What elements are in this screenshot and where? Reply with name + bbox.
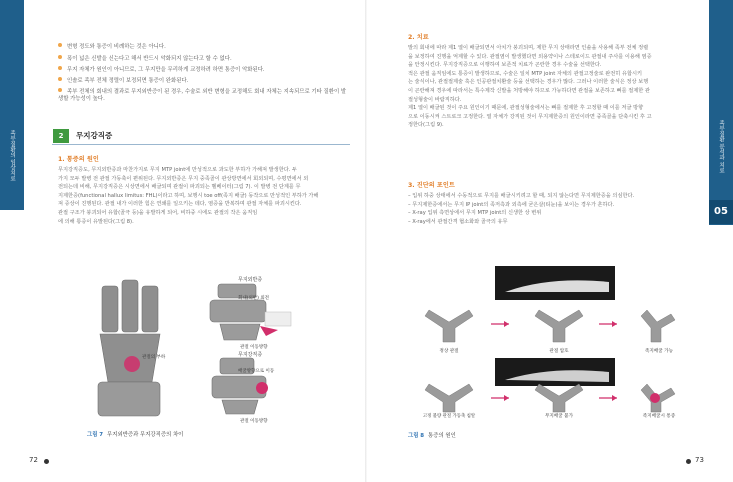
fig7-label-top-b: 회내(외반) 외전 (238, 296, 270, 301)
section-header (52, 128, 350, 145)
section-number: 2 (53, 129, 69, 143)
section-title: 무지강직증 (76, 131, 113, 140)
fig7-label-bottom-a: 무지강직증 (238, 352, 263, 358)
bullet-item: 폭이 넓은 신발을 신는다고 해서 반드시 악화되지 않는다고 할 수 없다. (58, 55, 348, 63)
fig8-label-bottom-left: 고정 불량 관절 가동축 침알 (422, 414, 476, 419)
list-item: – 입위 하중 상태에서 수동적으로 무지를 배굴시키려고 할 때, 되지 않는다면 무지제한증을 의심한다. (408, 193, 635, 199)
bullet-dot-icon (58, 66, 62, 70)
left-page (0, 0, 366, 482)
bullet-dot-icon (58, 77, 62, 81)
fig8-label-top-mid: 관절 압호 (549, 349, 569, 354)
fig8-label-bottom-right: 족지배굴시 통증 (642, 414, 676, 419)
fig7-label-top-a: 무지외반증 (238, 277, 263, 283)
fig7-label-top-c: 관절 이동방향 (240, 345, 268, 350)
list-item: – X-ray에서 관절간격 협소화와 골극의 유무 (408, 218, 508, 225)
right-side-tab (709, 0, 733, 225)
page-dot-icon (44, 459, 49, 464)
chapter-number-badge: 05 (709, 200, 733, 224)
list-item: – X-ray 입위 측면상에서 무지 MTP joint의 신생한 상 변위 (408, 210, 542, 217)
treatment-paragraph: 발의 회내에 따라 제1 열이 배굴되면서 아치가 붕괴되며, 제한 무지 상태라면 인솔을 사용해 족부 전체 정렬 을 보정하여 진행을 억제할 수 있다. 관절염이 발생했다면 외용약이나 스테로이드 관절내 주사를 이용해 염증 을 안정시킨다. 무지강직증으로 이행하여 보존적 치료가 곤란한 경우 수술을 선택한다. 적은 관절 움직임에도 통증이 발생하므로, 수술은 일치 MTP joint 자체의 관절고정술로 완전히 유합시키 는 술식이나, 관절절제술 혹은 인공관절치환술 등을 선택하는 경우가 많다. 그러나 이러한 술식은 정상 보행 이 곤란해져 경우에 따라서는 특수제작 신발을 처방해야 하므로 가능하다면 관절을 보존하고 뼈를 절제한 관 절성형술이 바람직하다. 제1 열이 배굴된 것이 주요 원인이기 때문에, 관절성형술에서는 뼈를 절제한 후 고정할 때 이를 저굴 방향 으로 이동시켜 스트로크 고정한다. 열 자체가 강직된 것이 무지제한증의 원인이라면 중족골을 단축시킨 후 고 정한다(그림 9). (408, 45, 652, 129)
right-side-tab-text: 족부질환 분석과 치료 (718, 120, 724, 173)
list-item: – 무지제한증에서는 무지 IP joint의 족저측과 외측에 굳은살(티눈)을 보이는 경우가 흔하다. (408, 201, 615, 208)
left-side-tab (0, 0, 24, 210)
fig8-label-top-right: 족지배굴 가능 (644, 349, 674, 354)
figure-7-caption: 그림 7 무지외반증과 무지강직증의 차이 (87, 432, 184, 438)
subheading-diagnosis-points: 3. 진단의 포인트 (408, 182, 455, 189)
figure-8-illustration (409, 262, 699, 428)
bullet-dot-icon (58, 55, 62, 59)
fig7-label-bottom-d: 관절 이동방향 (240, 419, 268, 424)
left-side-tab-text: 족부질환의 임상치료 (9, 130, 15, 182)
page-number-right: 73 (695, 456, 704, 464)
page-number-left: 72 (29, 456, 38, 464)
fig7-label-bottom-b: 배굴방향으로 이동 (238, 369, 275, 374)
figure-7-illustration (90, 272, 320, 424)
figure-8-caption: 그림 8 통증의 원인 (408, 433, 456, 439)
fig8-label-top-left: 정상 관절 (439, 349, 459, 354)
bullet-dot-icon (58, 88, 62, 92)
bullet-item: 인솔로 족부 전체 정렬이 보정되면 통증이 완화된다. (58, 77, 348, 85)
diagnosis-points-list (408, 192, 698, 226)
bullet-item: 변형 정도와 통증이 비례하는 것은 아니다. (58, 43, 348, 51)
bullet-dot-icon (58, 43, 62, 47)
fig7-label-bottom-c: 관절의 부하 (142, 355, 166, 360)
subheading-pain-cause: 1. 통증의 원인 (58, 156, 99, 163)
fig8-label-bottom-mid: 무지배굴 불가 (544, 414, 574, 419)
bullet-item: 무지 자체가 원인이 아니므로, 그 무지만을 무리하게 교정하려 하면 통증이 악화된다. (58, 66, 348, 74)
page-dot-icon (686, 459, 691, 464)
bullet-item: 족부 전체의 회내의 결과로 무지외반증이 된 경우, 수술로 외반 변형을 교정해도 회내 자체는 지속되므로 기타 질환이 발생할 가능성이 높다. (58, 89, 347, 102)
body-paragraph: 무지강직증도, 무지외반증과 마찬가지로 무지 MTP joint에 만성적으로 과도한 부하가 가해져 발생한다. 두 가지 모두 발병 전 관절 가동축이 편위된다. 무지외반증은 무지 중족골이 관상방면에서 회외되며, 수평면에서 외 전되는데 비해, 무지강직증은 시상면에서 배굴되며 관절이 파괴되는 벨베이터(그림 7). 이 발병 전 단계를 무 지제한증(functional hallux limitus: FHL)이라고 하며, 보행시 toe off(족지 배굴) 동작으로 만성적인 부하가 가해 져 증상이 진행된다. 관절 내가 이러한 힘은 연쇄를 일으키는 데다, 염증을 반복하며 관절 자체를 파괴시킨다. 관절 구조가 붕괴되어 유합(골극 등)을 유발하게 되어, 비하중 시에도 관절의 작은 움직임 에 의해 통증이 유발된다(그림 8). (58, 167, 319, 225)
right-page (367, 0, 733, 482)
subheading-treatment: 2. 치료 (408, 34, 429, 41)
